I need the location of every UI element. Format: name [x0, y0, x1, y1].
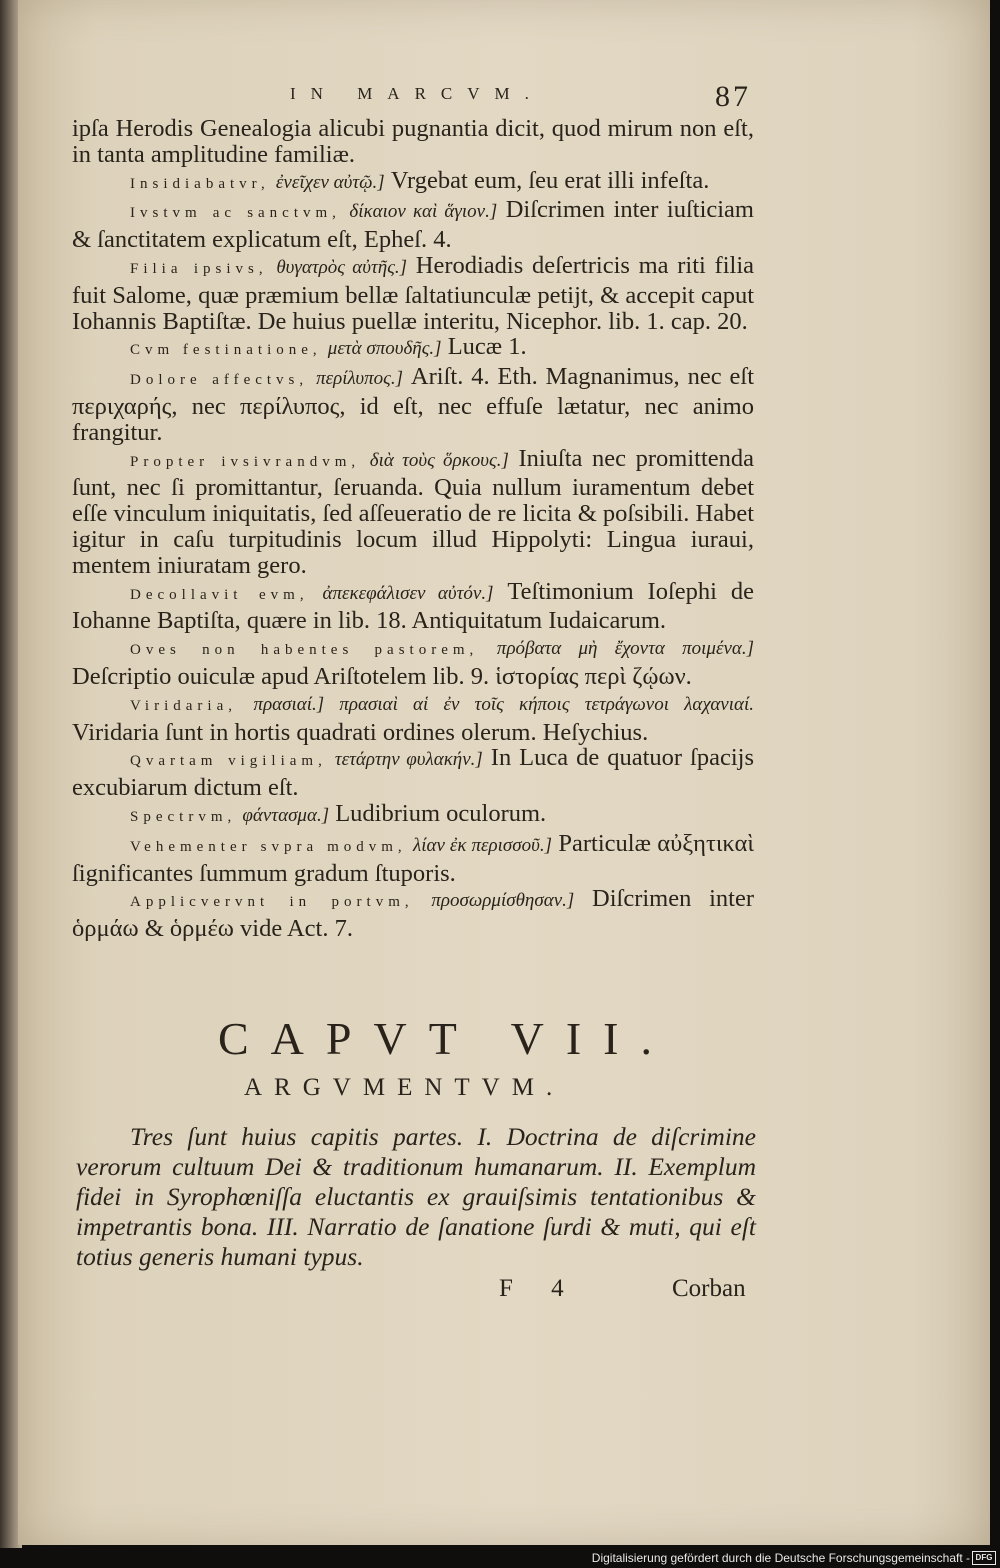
argument-title: ARGVMENTVM. — [244, 1074, 565, 1101]
greek-term: προσωρμίσθησαν.] — [431, 890, 575, 912]
chapter-argument: Tres ſunt huius capitis partes. I. Doctrina de diſcrimine verorum cultuum Dei & traditionum humanarum. II. Exemplum fidei in Syrophœniſſa eluctantis ex grauiſsimis tentationibus & impetrantis bona. III. Narratio de ſanatione ſurdi & muti, qui eſt totius generis humani typus. — [76, 1122, 756, 1271]
commentary-entry — [72, 168, 754, 198]
lemma: Vehementer svpra modvm, — [130, 838, 407, 855]
lemma: Decollavit evm, — [130, 586, 309, 603]
lemma: Viridaria, — [130, 697, 237, 714]
lemma: Qvartam vigiliam, — [130, 753, 327, 770]
page-number: 87 — [715, 80, 751, 113]
greek-term: δίκαιον καὶ ἅγιον.] — [349, 201, 498, 223]
lemma: Dolore affectvs, — [130, 372, 309, 389]
entry-text: Deſcriptio ouiculæ apud Ariſtotelem lib. 9. ἱστορίας περὶ ζῴων. — [72, 662, 692, 690]
running-head: IN MARCVM. — [290, 84, 544, 103]
commentary-entry — [72, 831, 754, 887]
entry-text: Ludibrium oculorum. — [329, 799, 547, 827]
greek-term: φάντασμα.] — [242, 804, 330, 826]
commentary-entry — [72, 446, 754, 579]
greek-term: πρόβατα μὴ ἔχοντα ποιμένα.] — [496, 638, 755, 660]
greek-term: μετὰ σπουδῆς.] — [327, 338, 442, 360]
funding-notice: Digitalisierung gefördert durch die Deutsche Forschungsgemeinschaft - — [591, 1551, 970, 1565]
lemma: Propter ivsivrandvm, — [130, 453, 361, 470]
lemma: Ivstvm ac sanctvm, — [130, 205, 341, 222]
greek-term: ἐνεῖχεν αὐτῷ.] — [275, 171, 385, 193]
entry-text: Particulæ αὐξητικαὶ ſignificantes ſummum gradum ſtuporis. — [72, 829, 754, 887]
greek-term: περίλυπος.] — [316, 368, 403, 390]
paragraph — [72, 116, 754, 168]
commentary-entry — [72, 886, 754, 942]
entry-text: Diſcrimen inter ὁρμάω & ὁρμέω vide Act. 7. — [72, 885, 754, 943]
catchword: Corban — [672, 1275, 746, 1302]
paragraph-text: ipſa Herodis Genealogia alicubi pugnantia dicit, quod mirum non eſt, in tanta amplitudine familiæ. — [72, 115, 754, 168]
dfg-logo: DFG — [972, 1551, 996, 1565]
entry-text: Teſtimonium Ioſephi de Iohanne Baptiſta, quære in lib. 18. Antiquitatum Iudaicarum. — [72, 577, 754, 635]
commentary-entry — [72, 801, 754, 831]
commentary-entry — [72, 690, 754, 746]
lemma: Insidiabatvr, — [130, 175, 270, 192]
commentary-text — [72, 116, 754, 942]
commentary-entry — [72, 745, 754, 801]
commentary-entry — [72, 197, 754, 253]
entry-text: Viridaria ſunt in hortis quadrati ordines olerum. Heſychius. — [72, 718, 649, 746]
lemma: Applicvervnt in portvm, — [130, 894, 414, 911]
entry-text: Diſcrimen inter iuſticiam & ſanctitatem explicatum eſt, Epheſ. 4. — [72, 196, 754, 254]
entry-text: Herodiadis deſertricis ma riti filia fuit Salome, quæ præmium bellæ ſaltatiunculæ petijt, & accepit caput Iohannis Baptiſtæ. De huius puellæ interitu, Nicephor. lib. 1. cap. 20. — [72, 251, 755, 335]
lemma: Spectrvm, — [130, 808, 237, 825]
signature-mark: F 4 — [499, 1275, 580, 1302]
lemma: Oves non habentes pastorem, — [130, 642, 479, 659]
lemma: Cvm festinatione, — [130, 342, 322, 359]
greek-term: ἀπεκεφάλισεν αὐτόν.] — [322, 582, 494, 604]
greek-term: πρασιαί.] πρασιαὶ αἱ ἐν τοῖς κήποις τετράγωνοι λαχανιαί. — [253, 693, 755, 715]
commentary-entry — [72, 334, 754, 364]
greek-term: τετάρτην φυλακήν.] — [334, 749, 483, 771]
commentary-entry — [72, 579, 754, 635]
commentary-entry — [72, 634, 754, 690]
entry-text: In Luca de quatuor ſpacijs excubiarum dictum eſt. — [72, 744, 754, 802]
commentary-entry — [72, 253, 754, 334]
chapter-title: CAPVT VII. — [218, 1013, 674, 1064]
greek-term: θυγατρὸς αὐτῆς.] — [276, 256, 408, 278]
lemma: Filia ipsivs, — [130, 260, 268, 277]
greek-term: λίαν ἐκ περισσοῦ.] — [413, 834, 553, 856]
entry-text: Lucæ 1. — [441, 333, 527, 361]
entry-text: Iniuſta nec promittenda ſunt, nec ſi promittantur, ſeruanda. Quia nullum iuramentum debet eſſe vinculum iniquitatis, ſed aſſeueratio de re licita & poſsibili. Habet igitur in caſu turpitudinis locum illud Hippolyti: Lingua iuraui, mentem iniuratam gero. — [72, 444, 754, 579]
commentary-entry — [72, 364, 754, 445]
entry-text: Vrgebat eum, ſeu erat illi infeſta. — [384, 166, 710, 194]
greek-term: διὰ τοὺς ὅρκους.] — [369, 449, 509, 471]
entry-text: Ariſt. 4. Eth. Magnanimus, nec eſt περιχαρής, nec περίλυπος, id eſt, nec effuſe lætatur, nec animo frangitur. — [72, 363, 755, 446]
